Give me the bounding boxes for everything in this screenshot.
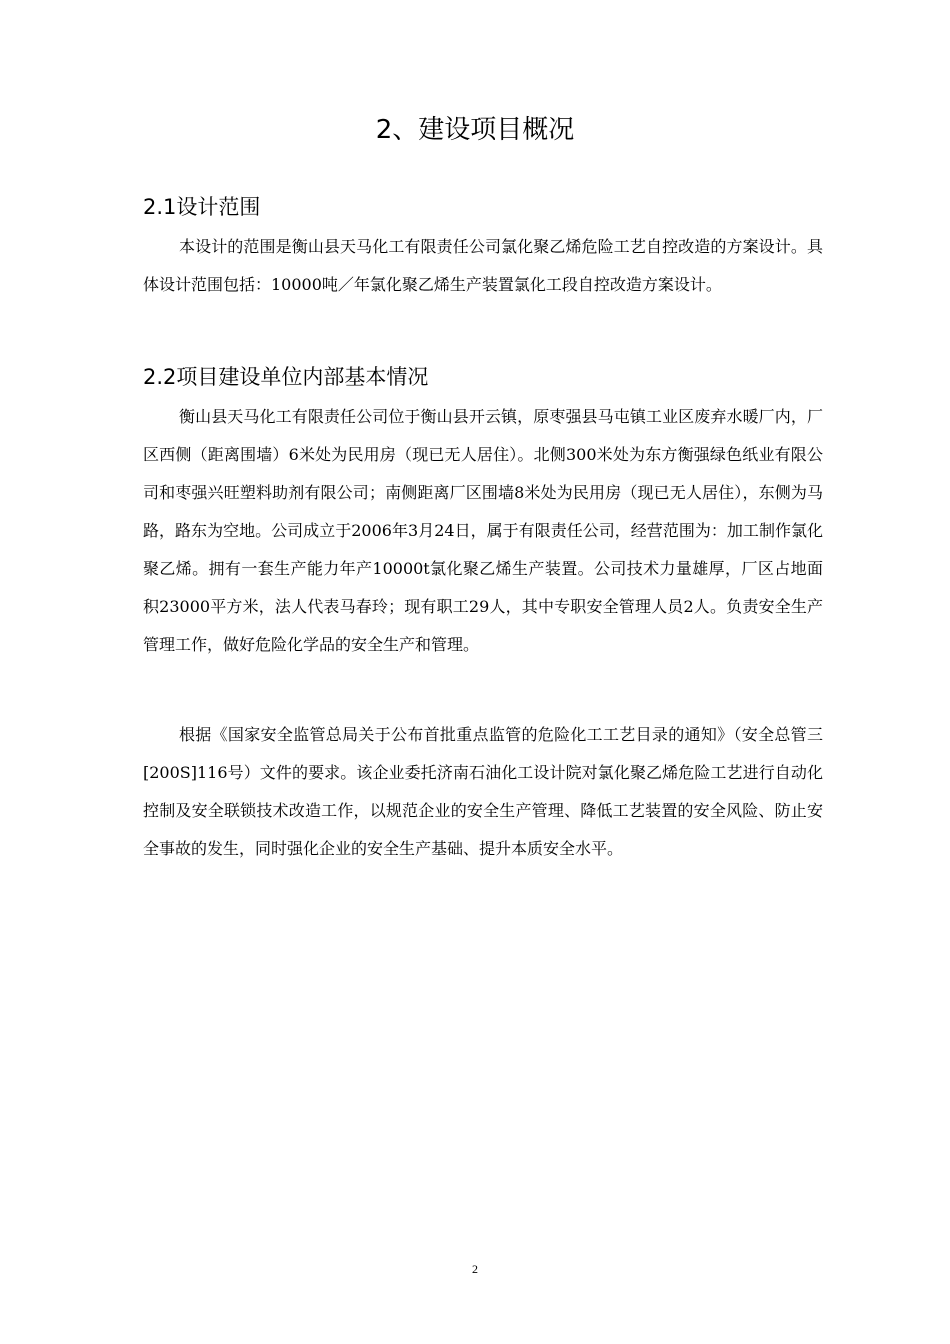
section-2-2-paragraph-1: 衡山县天马化工有限责任公司位于衡山县开云镇，原枣强县马屯镇工业区废弃水暖厂内，厂区西侧（距离围墙）6米处为民用房（现已无人居住）。北侧300米处为东方衡强绿色纸业有限公司和枣强兴旺塑料助剂有限公司；南侧距离厂区围墙8米处为民用房（现已无人居住），东侧为马路，路东为空地。公司成立于2006年3月24日，属于有限责任公司，经营范围为：加工制作氯化聚乙烯。拥有一套生产能力年产10000t氯化聚乙烯生产装置。公司技术力量雄厚，厂区占地面积23000平方米，法人代表马春玲；现有职工29人，其中专职安全管理人员2人。负责安全生产管理工作，做好危险化学品的安全生产和管理。 bbox=[143, 407, 823, 654]
page-number: 2 bbox=[472, 1262, 478, 1276]
section-2-1-paragraph: 本设计的范围是衡山县天马化工有限责任公司氯化聚乙烯危险工艺自控改造的方案设计。具体设计范围包括：10000吨／年氯化聚乙烯生产装置氯化工段自控改造方案设计。 bbox=[143, 237, 823, 294]
page-title: 2、建设项目概况 bbox=[375, 115, 575, 145]
section-heading-2-1: 2.1设计范围 bbox=[143, 195, 261, 219]
section-heading-2-2: 2.2项目建设单位内部基本情况 bbox=[143, 365, 429, 389]
section-2-2-paragraph-2: 根据《国家安全监管总局关于公布首批重点监管的危险化工工艺目录的通知》（安全总管三[200S]116号）文件的要求。该企业委托济南石油化工设计院对氯化聚乙烯危险工艺进行自动化控制及安全联锁技术改造工作，以规范企业的安全生产管理、降低工艺装置的安全风险、防止安全事故的发生，同时强化企业的安全生产基础、提升本质安全水平。 bbox=[143, 725, 823, 858]
